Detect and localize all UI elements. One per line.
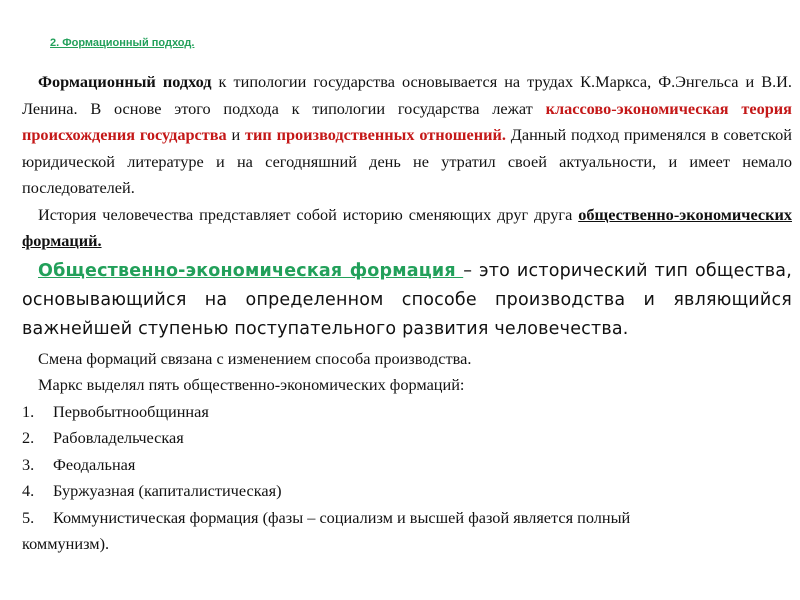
list-item — [22, 399, 792, 426]
body-text — [22, 69, 792, 558]
formations-list — [22, 399, 792, 558]
list-item — [22, 505, 792, 532]
section-heading: 2. Формационный подход. — [50, 37, 195, 49]
term-formations: общественно-экономических формаций. — [22, 204, 792, 250]
list-number: 3. — [22, 454, 35, 474]
para1-text-3: Данный подход применялся в советской юридической литературе и на сегодняшний день не утратил своей актуальности, и имеет немало последователей. — [22, 125, 792, 197]
list-number: 4. — [22, 481, 35, 500]
list-item — [22, 452, 792, 479]
list-item-continuation — [22, 531, 792, 558]
list-number: 5. — [22, 507, 35, 527]
list-text — [53, 505, 792, 532]
paragraph-change: Смена формаций связана с изменением способа производства. — [38, 348, 472, 368]
paragraph-formational-approach — [22, 69, 792, 202]
paragraph-marx: Маркс выделял пять общественно-экономических формаций: — [38, 375, 465, 394]
list-text: Первобытнообщинная — [53, 401, 209, 421]
list-text: Рабовладельческая — [53, 428, 184, 447]
list-item — [22, 425, 792, 452]
definition-paragraph — [22, 257, 792, 344]
highlight-production-relations: тип производственных отношений. — [245, 125, 506, 144]
list-number: 2. — [22, 428, 35, 447]
list-text: Буржуазная (капиталистическая) — [53, 481, 282, 500]
definition-term: Общественно-экономическая формация — [38, 260, 464, 281]
list-number: 1. — [22, 401, 35, 421]
definition-text: – это исторический тип общества, основывающийся на определенном способе производства и являющийся важнейшей ступенью поступательного развития человечества. — [22, 260, 792, 339]
list-text-line: Коммунистическая формация (фазы – социализм и высшей фазой является полный — [53, 507, 631, 527]
para1-text-2: и — [226, 125, 246, 144]
highlight-class-theory: классово-экономическая теория происхождения государства — [22, 98, 792, 144]
paragraph-history — [22, 202, 792, 255]
term-formational-approach: Формационный подход — [38, 72, 212, 91]
list-item — [22, 478, 792, 505]
para1-text-1: к типологии государства основывается на трудах К.Маркса, Ф.Энгельса и В.И. Ленина. В основе этого подхода к типологии государства лежат — [22, 72, 792, 118]
list-text: Феодальная — [53, 454, 136, 474]
para2-text: История человечества представляет собой историю сменяющих друг друга — [38, 204, 579, 224]
list-text-continuation: коммунизм). — [22, 534, 110, 553]
